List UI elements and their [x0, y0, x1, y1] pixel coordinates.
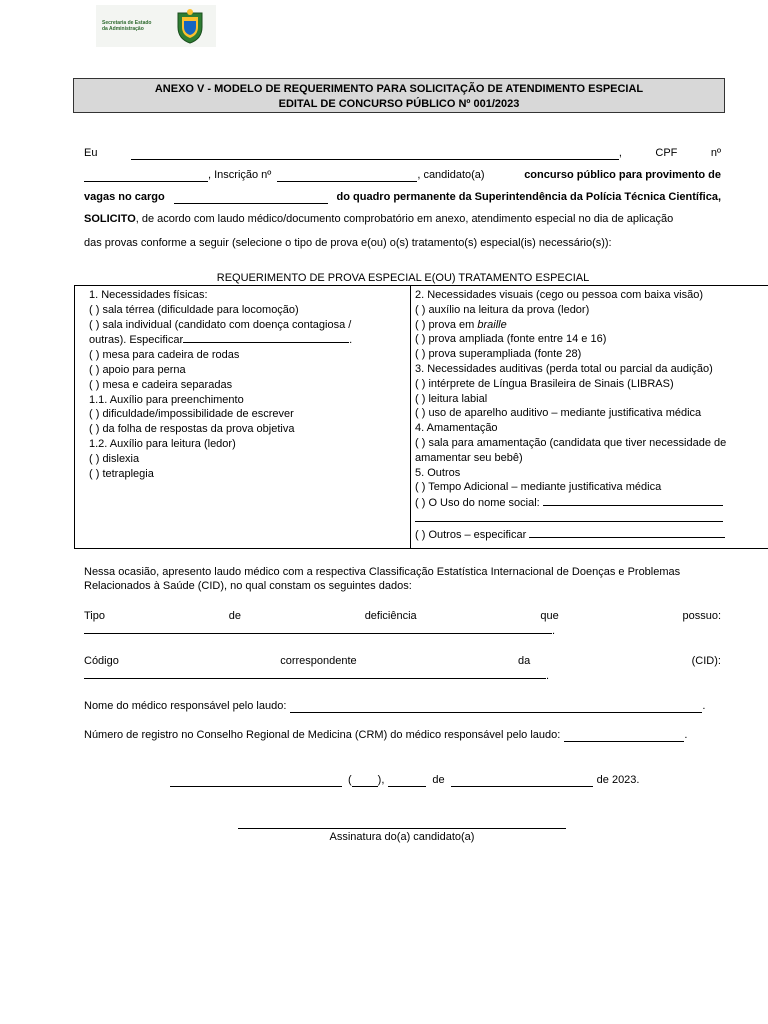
other-needs-column — [411, 286, 768, 548]
coat-of-arms-icon — [172, 7, 208, 45]
option-tetraplegia[interactable]: ( ) tetraplegia — [89, 467, 154, 480]
request-title: REQUERIMENTO DE PROVA ESPECIAL E(OU) TRATAMENTO ESPECIAL — [216, 272, 590, 284]
header-line2: EDITAL DE CONCURSO PÚBLICO Nº 001/2023 — [278, 98, 520, 110]
crm-field[interactable] — [564, 730, 684, 742]
cpf-no-label: nº — [710, 147, 721, 159]
option-braille[interactable]: ( ) prova em braille — [415, 318, 507, 331]
physical-needs-column — [75, 286, 411, 548]
option-reader[interactable]: ( ) auxílio na leitura da prova (ledor) — [415, 303, 590, 316]
logo-text: Secretaria de Estado da Administração — [102, 20, 152, 32]
intro-line1: Eu , CPF nº — [84, 147, 721, 159]
option-leg-support[interactable]: ( ) apoio para perna — [89, 363, 186, 376]
header-line1: ANEXO V - MODELO DE REQUERIMENTO PARA SOLICITAÇÃO DE ATENDIMENTO ESPECIAL — [154, 83, 644, 95]
intro-line4: SOLICITO, de acordo com laudo médico/documento comprobatório em anexo, atendimento especial no dia de aplicação — [84, 213, 674, 225]
auditory-title: 3. Necessidades auditivas (perda total ou parcial da audição) — [415, 362, 713, 375]
crm-line: Número de registro no Conselho Regional de Medicina (CRM) do médico responsável pelo laudo: . — [84, 729, 688, 741]
social-name-extra-line — [415, 511, 767, 527]
physical-title: 1. Necessidades físicas: — [89, 289, 208, 301]
option-dyslexia[interactable]: ( ) dislexia — [89, 452, 140, 465]
option-writing-difficulty[interactable]: ( ) dificuldade/impossibilidade de escrever — [89, 408, 294, 421]
option-libras[interactable]: ( ) intérprete de Língua Brasileira de Sinais (LIBRAS) — [415, 377, 674, 390]
option-other-specify[interactable]: ( ) Outros – especificar — [415, 527, 767, 543]
month-field[interactable] — [451, 775, 593, 787]
codigo-field-line: . — [84, 667, 721, 683]
signature-line[interactable] — [238, 828, 566, 829]
intro-line2: , Inscrição nº , candidato(a) concurso público para provimento de — [84, 168, 721, 182]
specify-field[interactable] — [183, 332, 349, 343]
logo — [96, 5, 216, 47]
cid-code-field[interactable] — [84, 667, 546, 679]
signature-label: Assinatura do(a) candidato(a) — [329, 831, 475, 843]
visual-title: 2. Necessidades visuais (cego ou pessoa com baixa visão) — [415, 289, 703, 301]
option-extra-time[interactable]: ( ) Tempo Adicional – mediante justificativa médica — [415, 481, 662, 494]
specify-line: outras). Especificar . — [89, 334, 353, 347]
option-individual-room[interactable]: ( ) sala individual (candidato com doença contagiosa / — [89, 318, 352, 331]
requirements-table — [74, 285, 768, 549]
other-specify-field[interactable] — [529, 527, 725, 538]
option-social-name[interactable]: ( ) O Uso do nome social: — [415, 495, 767, 511]
tipo-line: Tipo de deficiência que possuo: — [84, 610, 721, 622]
doctor-name-field[interactable] — [290, 701, 702, 713]
option-enlarged[interactable]: ( ) prova ampliada (fonte entre 14 e 16) — [415, 333, 607, 346]
option-separate-table-chair[interactable]: ( ) mesa e cadeira separadas — [89, 378, 233, 391]
deficiency-type-field[interactable] — [84, 622, 552, 634]
option-wheelchair-table[interactable]: ( ) mesa para cadeira de rodas — [89, 349, 240, 362]
nursing-title: 4. Amamentação — [415, 422, 498, 435]
fill-assistance-title: 1.1. Auxílio para preenchimento — [89, 393, 244, 406]
inscricao-field[interactable] — [277, 170, 417, 182]
doctor-name-line: Nome do médico responsável pelo laudo: . — [84, 700, 706, 712]
cargo-field[interactable] — [174, 192, 328, 204]
date-line: ( ), de de 2023. — [170, 773, 650, 787]
intro-line3: vagas no cargo do quadro permanente da Superintendência da Polícia Técnica Científica, — [84, 191, 721, 203]
eu-label: Eu — [84, 147, 98, 159]
state-field[interactable] — [352, 775, 378, 787]
cpf-field[interactable] — [84, 170, 208, 182]
option-hearing-aid[interactable]: ( ) uso de aparelho auditivo – mediante justificativa médica — [415, 407, 702, 420]
option-lip-reading[interactable]: ( ) leitura labial — [415, 392, 488, 405]
social-name-field[interactable] — [543, 495, 723, 506]
cpf-label: CPF — [655, 147, 678, 159]
reader-assistance-title: 1.2. Auxílio para leitura (ledor) — [89, 437, 236, 450]
name-field[interactable] — [131, 148, 619, 160]
option-ground-floor[interactable]: ( ) sala térrea (dificuldade para locomoção) — [89, 303, 299, 316]
option-nursing-room[interactable]: ( ) sala para amamentação (candidata que tiver necessidade de amamentar seu bebê) — [415, 436, 727, 464]
option-super-enlarged[interactable]: ( ) prova superampliada (fonte 28) — [415, 348, 582, 361]
others-title: 5. Outros — [415, 466, 461, 479]
social-name-field-2[interactable] — [415, 511, 723, 522]
cid-text: Nessa ocasião, apresento laudo médico com a respectiva Classificação Estatística Internacional de Doenças e Problemas Relacionados à Saúde (CID), no qual constam os seguintes dados: — [84, 566, 681, 592]
option-answer-sheet[interactable]: ( ) da folha de respostas da prova objetiva — [89, 423, 295, 436]
day-field[interactable] — [388, 775, 426, 787]
codigo-line: Código correspondente da (CID): — [84, 655, 721, 667]
concurso-text: concurso público para provimento de — [524, 169, 721, 181]
intro-line5: das provas conforme a seguir (selecione o tipo de prova e(ou) o(s) tratamento(s) especial(is) necessário(s)): — [84, 237, 612, 249]
header-box — [73, 78, 725, 113]
city-field[interactable] — [170, 775, 342, 787]
tipo-field-line: . — [84, 622, 721, 638]
